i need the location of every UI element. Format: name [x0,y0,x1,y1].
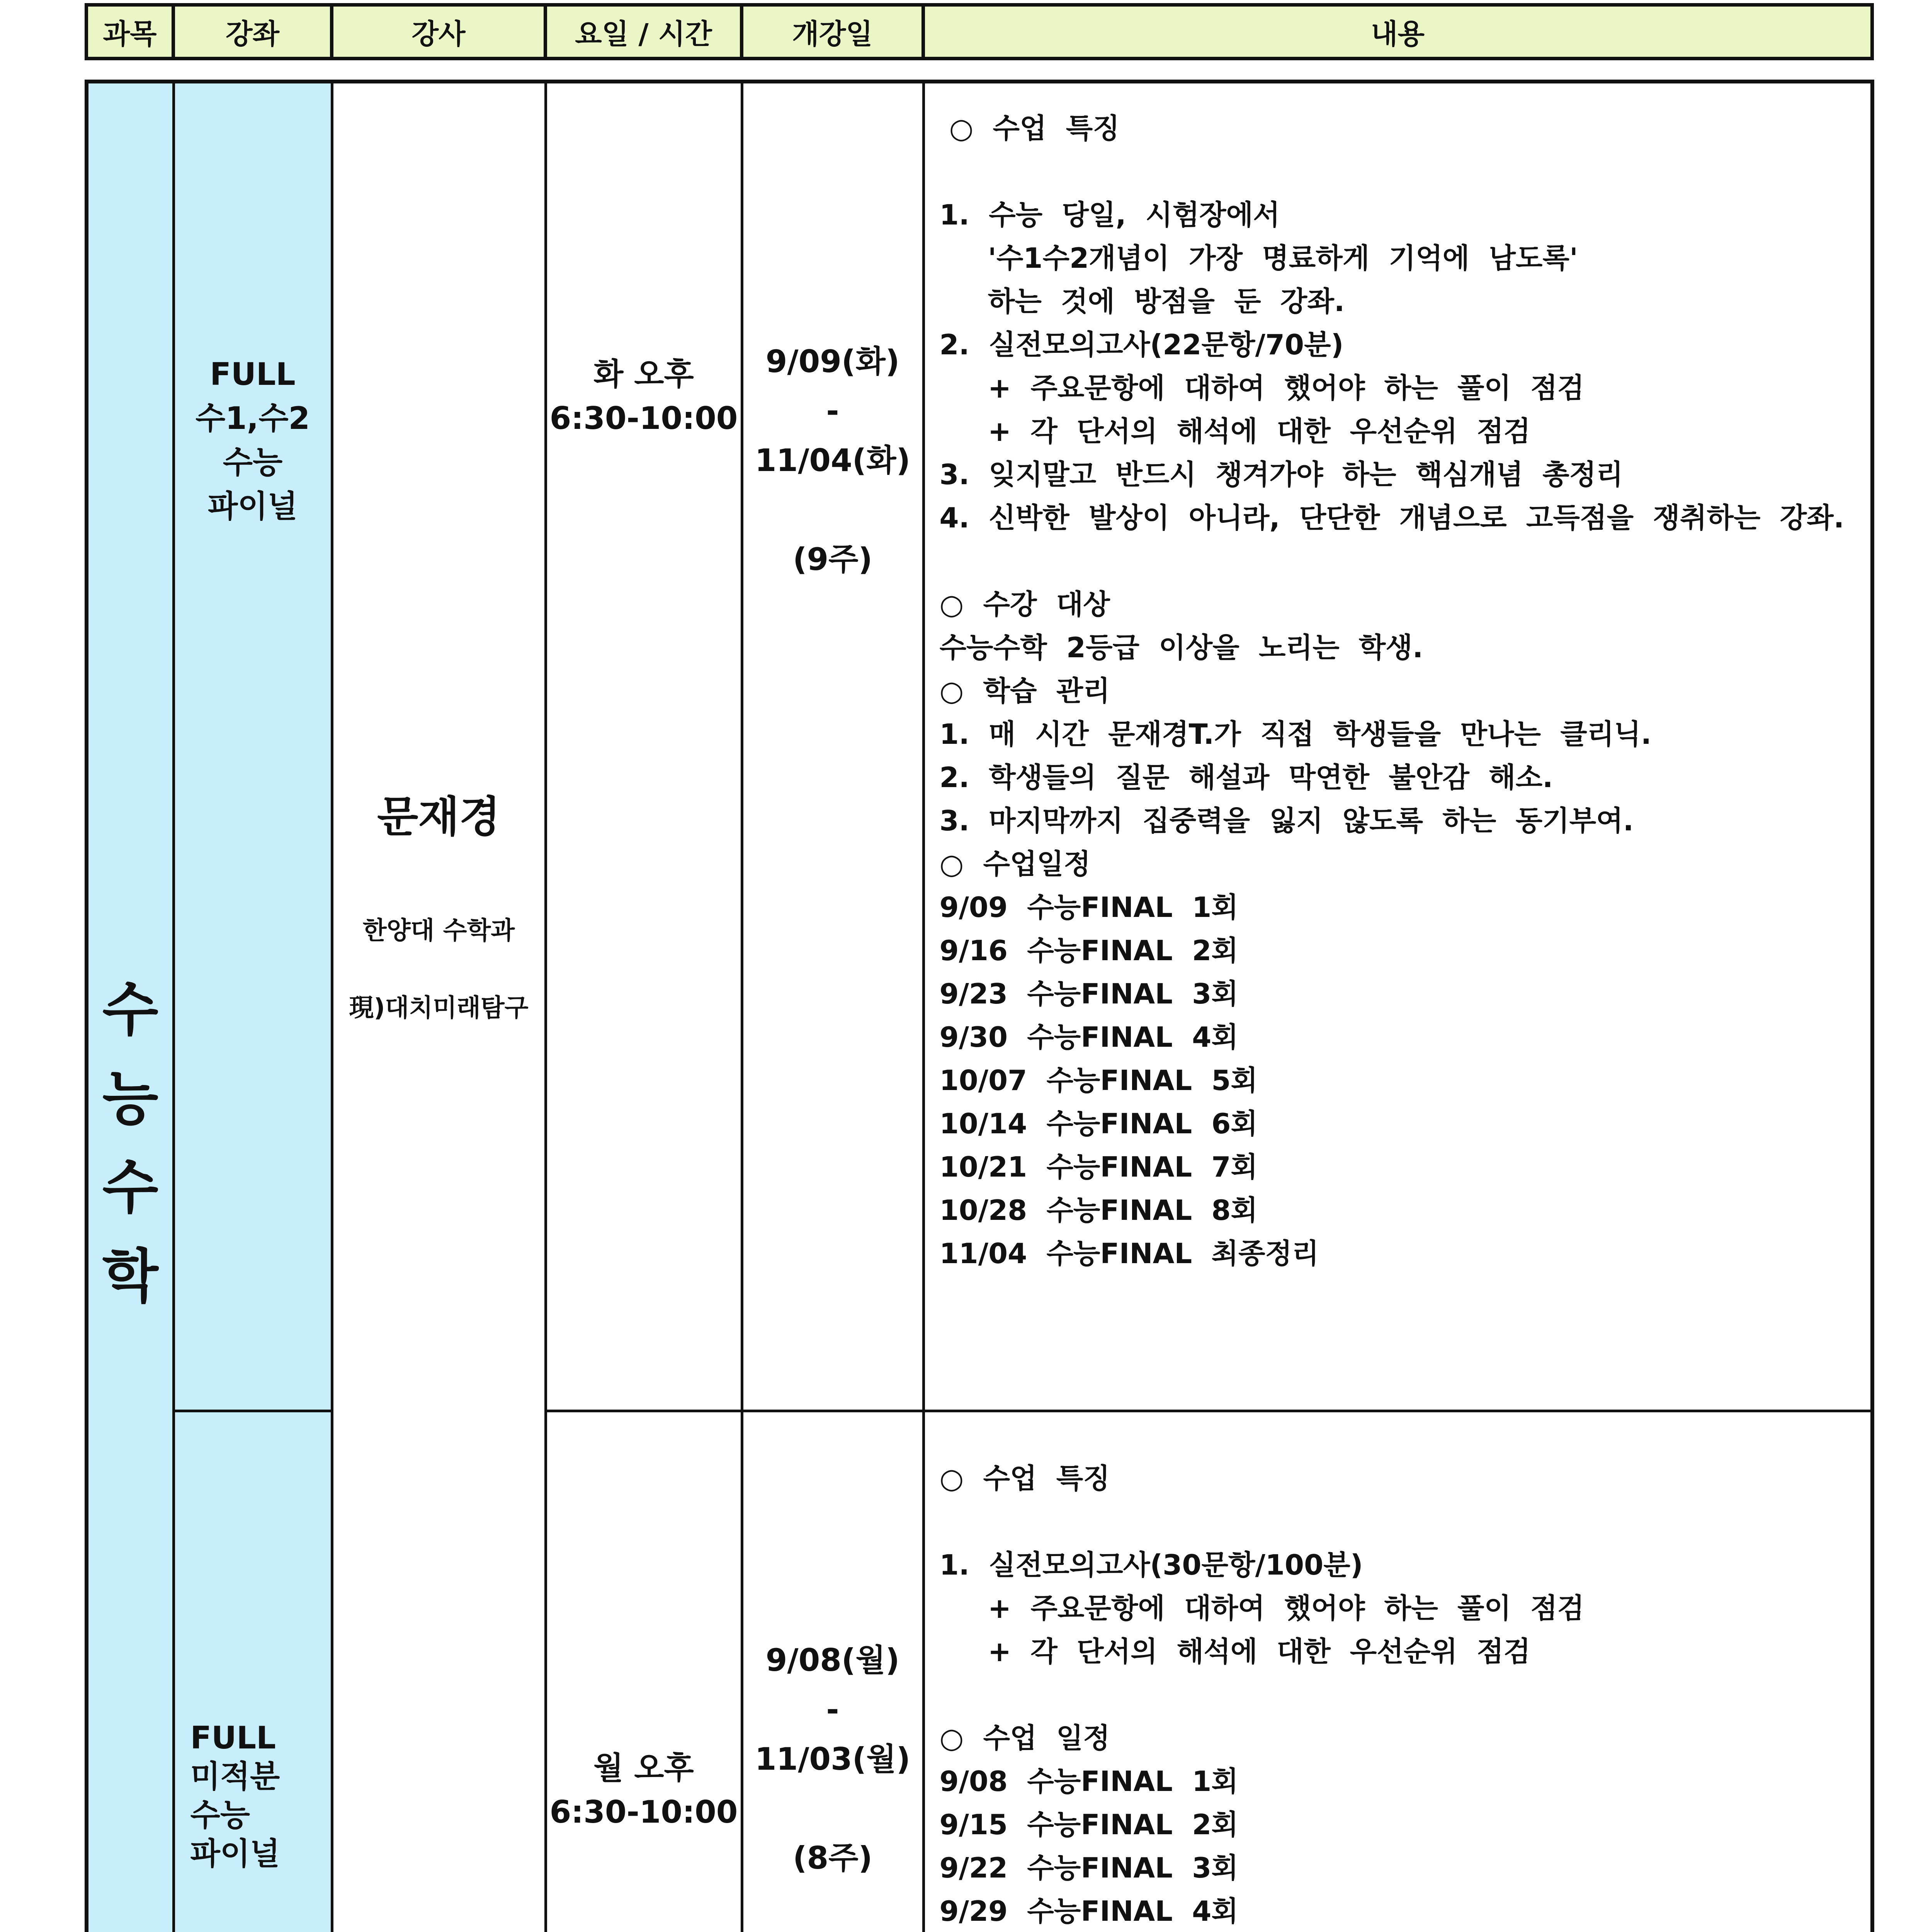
subject-char: 수 [102,1154,158,1221]
teacher-current: 現)대치미래탐구 [349,993,529,1022]
content-line [940,1500,1871,1543]
content-line: 하는 것에 방점을 둔 강좌. [939,285,1345,318]
content-line: + 각 단서의 해석에 대한 우선순위 점검 [939,415,1531,447]
date-line: 9/09(화) [765,343,900,379]
subject-char: 수 [102,976,158,1044]
content-line: '수1수2개념이 가장 명료하게 기억에 남도록' [939,242,1578,274]
time-line: 화 오후 [593,356,694,392]
subject-char: 능 [102,1065,158,1133]
content-line: 4. 신박한 발상이 아니라, 단단한 개념으로 고득점을 쟁취하는 강좌. [939,502,1845,534]
date-line [743,1784,922,1833]
header-course: 강좌 [173,5,332,59]
header-subject: 과목 [87,5,173,59]
time-line: 6:30-10:00 [549,1794,738,1830]
content-line: 1. 매 시간 문재경T.가 직접 학생들을 만나는 클리닉. [939,718,1652,750]
content-cell-1 [923,82,1872,1411]
date-line: 11/04(화) [755,442,911,478]
content-line: 9/16 수능FINAL 2회 [939,934,1238,967]
date-cell-2 [742,1411,923,1932]
content-line: 9/22 수능FINAL 3회 [939,1851,1238,1884]
content-line: 10/28 수능FINAL 8회 [939,1194,1258,1226]
content-line: 1. 수능 당일, 시험장에서 [939,199,1280,231]
content-line: 9/09 수능FINAL 1회 [939,891,1238,923]
content-line [940,150,1871,193]
header-teacher: 강사 [332,5,546,59]
header-daytime: 요일 / 시간 [546,5,742,59]
date-line: 9/08(월) [765,1642,900,1678]
content-line: 수능수학 2등급 이상을 노리는 학생. [939,631,1423,664]
date-line [743,485,922,535]
content-line: ○ 학습 관리 [939,675,1110,707]
content-line: 11/04 수능FINAL 최종정리 [939,1237,1319,1270]
course-name-line: FULL [210,356,296,392]
content-line: ○ 수업일정 [939,848,1091,880]
content-line: ○ 수업 일정 [939,1721,1110,1754]
content-block [925,83,1871,1275]
content-line: ○ 수강 대상 [939,588,1110,621]
course-name-line: 파이널 [208,488,298,524]
subject-cell [87,82,173,1932]
course-name-line: 미적분 [190,1758,280,1794]
content-line: 10/07 수능FINAL 5회 [939,1064,1258,1097]
header-row [85,3,1874,60]
content-line [940,1673,1871,1716]
date-line: (8주) [792,1840,873,1876]
content-line [940,539,1871,583]
course-cell-1 [173,82,332,1411]
content-line: 1. 실전모의고사(30문항/100분) [939,1548,1363,1581]
content-line: 10/21 수능FINAL 7회 [939,1151,1258,1183]
header-content: 내용 [923,5,1872,59]
date-line: - [826,1691,839,1728]
content-line: 3. 마지막까지 집중력을 잃지 않도록 하는 동기부여. [939,804,1634,837]
teacher-school: 한양대 수학과 [362,916,515,945]
time-cell-2 [546,1411,742,1932]
time-line: 6:30-10:00 [549,400,738,436]
date-line: (9주) [792,541,873,577]
header-start-date: 개강일 [742,5,923,59]
course-name-line: FULL [190,1719,276,1756]
content-block [925,1412,1871,1932]
content-line: 9/23 수능FINAL 3회 [939,978,1238,1010]
content-line: 2. 실전모의고사(22문항/70분) [939,328,1344,361]
course-name-line: 파이널 [190,1835,280,1872]
content-line: 9/15 수능FINAL 2회 [939,1808,1238,1841]
content-line: 9/29 수능FINAL 4회 [939,1895,1238,1927]
content-line: 9/30 수능FINAL 4회 [939,1021,1238,1053]
schedule-table [85,80,1874,1932]
subject-char: 학 [102,1243,158,1310]
content-cell-2 [923,1411,1872,1932]
time-line: 월 오후 [593,1750,694,1786]
content-line: 3. 잊지말고 반드시 챙겨가야 하는 핵심개념 총정리 [939,458,1623,491]
course-name-line: 수1,수2 [195,400,310,436]
teacher-name: 문재경 [377,792,500,842]
teacher-cell [332,82,546,1932]
content-line: + 주요문항에 대하여 했어야 하는 풀이 점검 [939,1592,1584,1624]
content-line: ○ 수업 특징 [939,1462,1110,1495]
content-line: + 주요문항에 대하여 했어야 하는 풀이 점검 [939,372,1584,404]
course-name-line: 수능 [223,444,283,480]
time-cell-1 [546,82,742,1411]
content-line: + 각 단서의 해석에 대한 우선순위 점검 [939,1635,1531,1668]
content-line: 10/14 수능FINAL 6회 [939,1107,1258,1140]
date-cell-1 [742,82,923,1411]
date-line: - [826,393,839,429]
course-cell-2 [173,1411,332,1932]
content-line: 2. 학생들의 질문 해설과 막연한 불안감 해소. [939,761,1553,794]
course-name-line: 수능 [190,1797,250,1833]
content-line: 9/08 수능FINAL 1회 [939,1765,1238,1798]
content-line: ○ 수업 특징 [939,112,1120,145]
date-line: 11/03(월) [755,1741,911,1777]
